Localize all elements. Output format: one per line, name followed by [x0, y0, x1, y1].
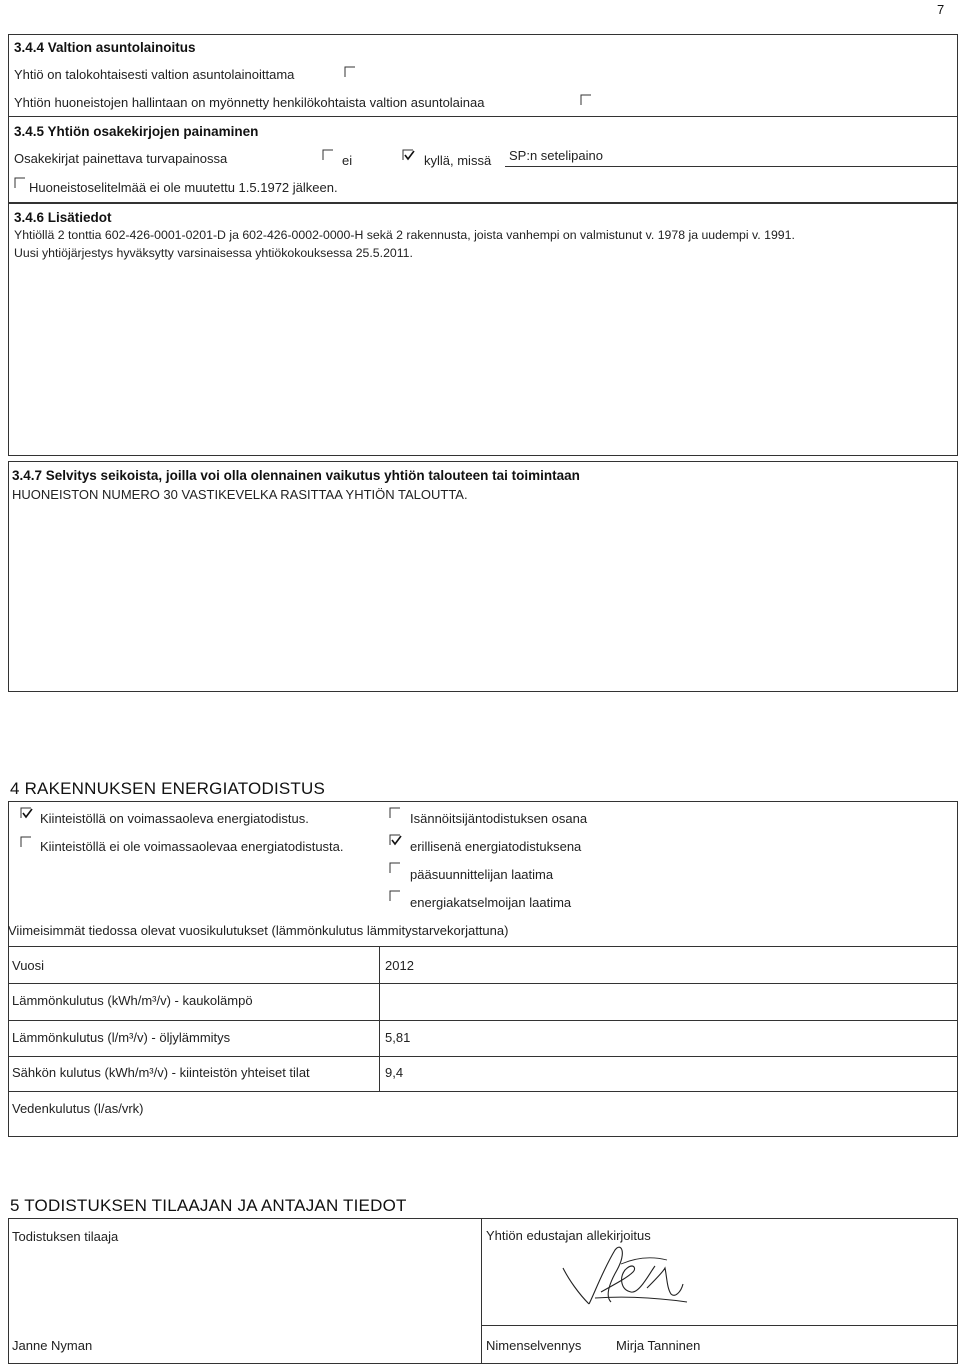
separate-certificate-checkbox[interactable] — [389, 834, 401, 846]
section-345-heading: 3.4.5 Yhtiön osakekirjojen painaminen — [14, 124, 259, 139]
table-row-label: Lämmönkulutus (kWh/m³/v) - kaukolämpö — [12, 993, 253, 1008]
printer-underline — [505, 166, 958, 167]
parties-column-divider — [481, 1218, 482, 1364]
additional-info-line-1: Yhtiöllä 2 tonttia 602-426-0001-0201-D ja 602-426-0002-0000-H sekä 2 rakennusta, joista vanhempi on valmistunut v. 1978 ja uudempi v. 1991. — [14, 228, 795, 242]
energy-auditor-checkbox[interactable] — [389, 890, 401, 902]
state-loan-apartments-checkbox[interactable] — [580, 94, 592, 106]
orderer-label: Todistuksen tilaaja — [12, 1229, 119, 1244]
table-row-label: Sähkön kulutus (kWh/m³/v) - kiinteistön yhteiset tilat — [12, 1065, 310, 1080]
name-clarification-label: Nimenselvennys — [486, 1338, 582, 1353]
manager-certificate-label: Isännöitsijäntodistuksen osana — [410, 811, 588, 826]
security-print-label: Osakekirjat painettava turvapainossa — [14, 151, 228, 166]
manager-certificate-checkbox[interactable] — [389, 807, 401, 819]
additional-info-line-2: Uusi yhtiöjärjestys hyväksytty varsinaisessa yhtiökokouksessa 25.5.2011. — [14, 246, 413, 260]
name-clarification-value: Mirja Tanninen — [616, 1338, 701, 1353]
table-row-label: Lämmönkulutus (l/m³/v) - öljylämmitys — [12, 1030, 231, 1045]
valid-certificate-checkbox[interactable] — [20, 807, 32, 819]
printer-name: SP:n setelipaino — [509, 148, 603, 163]
divider — [8, 116, 958, 117]
table-row-label: Vuosi — [12, 958, 45, 973]
state-loan-building-label: Yhtiö on talokohtaisesti valtion asuntolainoittama — [14, 67, 295, 82]
no-certificate-checkbox[interactable] — [20, 836, 32, 848]
consumption-title: Viimeisimmät tiedossa olevat vuosikulutukset (lämmönkulutus lämmitystarvekorjattuna) — [8, 923, 509, 938]
state-loan-apartments-label: Yhtiön huoneistojen hallintaan on myönnetty henkilökohtaista valtion asuntolainaa — [14, 95, 485, 110]
section-347-heading: 3.4.7 Selvitys seikoista, joilla voi olla olennainen vaikutus yhtiön talouteen tai toimintaan — [12, 468, 580, 483]
section-344-345-box — [8, 34, 958, 203]
section-344-heading: 3.4.4 Valtion asuntolainoitus — [14, 40, 196, 55]
print-no-checkbox[interactable] — [322, 149, 334, 161]
no-certificate-label: Kiinteistöllä ei ole voimassaolevaa energiatodistusta. — [40, 839, 344, 854]
print-no-label: ei — [342, 153, 353, 168]
table-row-value: 9,4 — [385, 1065, 404, 1080]
energy-auditor-label: energiakatselmoijan laatima — [410, 895, 572, 910]
table-rule — [8, 983, 958, 984]
table-rule — [8, 1091, 958, 1092]
financial-risk-text: HUONEISTON NUMERO 30 VASTIKEVELKA RASITTAA YHTIÖN TALOUTTA. — [12, 487, 468, 502]
parties-box — [8, 1218, 958, 1364]
signature-label: Yhtiön edustajan allekirjoitus — [486, 1228, 651, 1243]
table-column-divider — [379, 946, 380, 1091]
table-rule — [8, 1020, 958, 1021]
signature-divider — [481, 1325, 958, 1326]
orderer-name: Janne Nyman — [12, 1338, 93, 1353]
table-row-value: 2012 — [385, 958, 414, 973]
print-yes-label: kyllä, missä — [424, 153, 492, 168]
chief-designer-label: pääsuunnittelijan laatima — [410, 867, 554, 882]
handwritten-signature — [555, 1244, 695, 1310]
apartment-description-checkbox[interactable] — [14, 177, 26, 189]
chief-designer-checkbox[interactable] — [389, 862, 401, 874]
section-346-heading: 3.4.6 Lisätiedot — [14, 210, 112, 225]
section-4-heading: 4 RAKENNUKSEN ENERGIATODISTUS — [10, 779, 326, 798]
separate-certificate-label: erillisenä energiatodistuksena — [410, 839, 582, 854]
table-rule — [8, 1056, 958, 1057]
table-rule — [8, 946, 958, 947]
state-loan-building-checkbox[interactable] — [344, 66, 356, 78]
page-number: 7 — [937, 2, 945, 17]
table-row-label: Vedenkulutus (l/as/vrk) — [12, 1101, 144, 1116]
apartment-description-label: Huoneistoselitelmää ei ole muutettu 1.5.1972 jälkeen. — [29, 180, 338, 195]
table-row-value: 5,81 — [385, 1030, 411, 1045]
valid-certificate-label: Kiinteistöllä on voimassaoleva energiatodistus. — [40, 811, 309, 826]
section-5-heading: 5 TODISTUKSEN TILAAJAN JA ANTAJAN TIEDOT — [10, 1196, 407, 1215]
print-yes-checkbox[interactable] — [402, 149, 414, 161]
